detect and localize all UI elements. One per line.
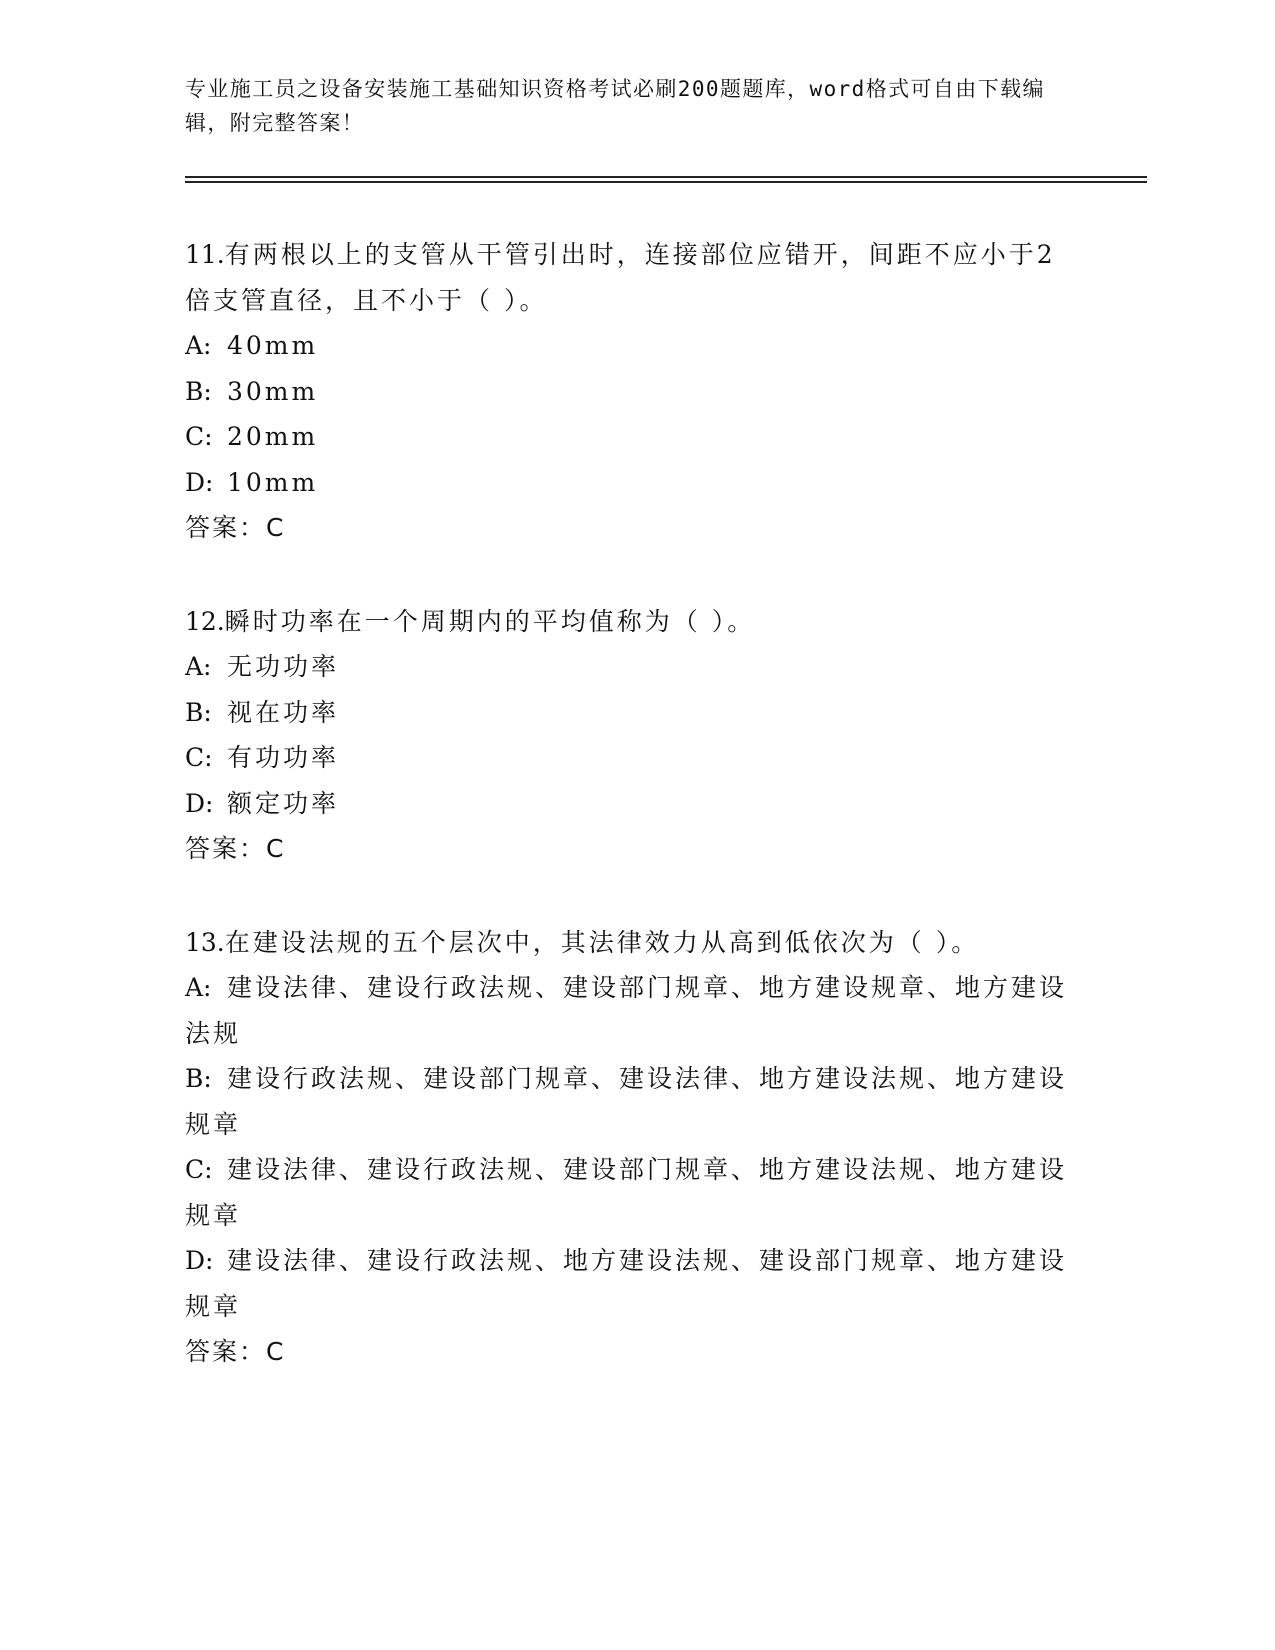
- header-divider-bottom: [185, 181, 1147, 183]
- question-number: 11.: [185, 240, 225, 269]
- option-text: 10mm: [227, 467, 319, 497]
- option-a: [185, 965, 1070, 1056]
- option-letter: D:: [185, 467, 214, 497]
- option-b: [185, 690, 1070, 736]
- option-letter: B:: [185, 697, 212, 727]
- option-b: [185, 1056, 1070, 1147]
- question-12: [185, 599, 1070, 872]
- option-c: [185, 735, 1070, 781]
- question-stem: 在建设法规的五个层次中，其法律效力从高到低依次为（ ）。: [224, 927, 980, 957]
- question-stem: 瞬时功率在一个周期内的平均值称为（ ）。: [224, 606, 756, 636]
- question-number: 13.: [185, 927, 225, 957]
- document-header: 专业施工员之设备安装施工基础知识资格考试必刷200题题库，word格式可自由下载编辑，附完整答案！: [185, 77, 1045, 135]
- option-letter: C:: [185, 422, 213, 451]
- option-c: [185, 1147, 1070, 1238]
- option-text: 无功功率: [227, 652, 340, 681]
- option-a: [185, 644, 1070, 690]
- question-stem: 有两根以上的支管从干管引出时，连接部位应错开，间距不应小于2倍支管直径，且不小于（ ）。: [185, 240, 1056, 315]
- option-text: 40mm: [227, 331, 319, 360]
- option-text: 额定功率: [227, 788, 340, 818]
- option-text: 20mm: [227, 422, 319, 451]
- option-letter: A:: [185, 331, 212, 360]
- option-c: [185, 414, 1070, 460]
- option-text: 建设法律、建设行政法规、建设部门规章、地方建设法规、地方建设规章: [185, 1155, 1068, 1230]
- option-letter: A:: [185, 652, 212, 681]
- answer-line: 答案：C: [185, 1337, 286, 1366]
- answer-line: 答案：C: [185, 513, 286, 542]
- option-letter: D:: [185, 1246, 214, 1275]
- question-text: [185, 920, 1070, 966]
- answer-line: 答案：C: [185, 834, 286, 863]
- option-letter: B:: [185, 376, 212, 406]
- question-13: [185, 920, 1070, 1375]
- question-list: [185, 232, 1070, 1423]
- header-divider-top: [185, 176, 1147, 178]
- option-text: 30mm: [227, 376, 319, 406]
- option-d: [185, 460, 1070, 506]
- option-letter: C:: [185, 743, 213, 772]
- question-11: [185, 232, 1070, 551]
- option-text: 视在功率: [227, 697, 340, 727]
- option-text: 有功功率: [227, 743, 340, 772]
- option-text: 建设法律、建设行政法规、建设部门规章、地方建设规章、地方建设法规: [185, 973, 1068, 1048]
- option-letter: D:: [185, 788, 214, 818]
- option-letter: C:: [185, 1155, 213, 1184]
- option-d: [185, 781, 1070, 827]
- question-text: [185, 232, 1070, 323]
- option-b: [185, 369, 1070, 415]
- option-text: 建设法律、建设行政法规、地方建设法规、建设部门规章、地方建设规章: [185, 1246, 1068, 1321]
- option-text: 建设行政法规、建设部门规章、建设法律、地方建设法规、地方建设规章: [185, 1064, 1068, 1139]
- option-letter: B:: [185, 1064, 212, 1093]
- question-text: [185, 599, 1070, 645]
- question-number: 12.: [185, 606, 225, 636]
- option-a: [185, 323, 1070, 369]
- option-letter: A:: [185, 973, 212, 1002]
- option-d: [185, 1238, 1070, 1329]
